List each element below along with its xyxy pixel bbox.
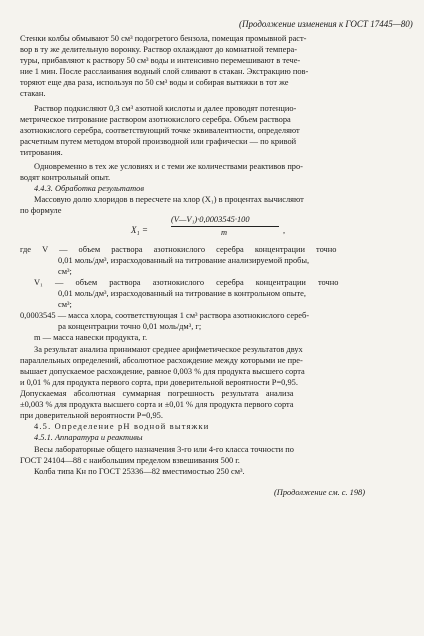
text-line: туры, прибавляют к раствору 50 см³ воды и интенсивно перемешивают в тече-: [20, 56, 301, 65]
text-line: азотнокислого серебра, соответствующий точке эквивалентности, определяют: [20, 126, 300, 135]
text-line: За результат анализа принимают среднее арифметическое результатов двух: [34, 345, 303, 354]
formula-lhs: X₁ =: [131, 225, 148, 235]
section-heading: 4.5.1. Аппаратура и реактивы: [34, 433, 143, 442]
header-note: (Продолжение изменения к ГОСТ 17445—80): [239, 19, 413, 29]
formula-fraction: [159, 215, 279, 235]
definition-line: V₁ — объем раствора азотнокислого серебра концентрации точно: [34, 278, 339, 287]
text-line: Массовую долю хлоридов в пересчете на хлор (X₁) в процентах вычисляют: [34, 195, 304, 204]
footer-note: (Продолжение см. с. 198): [274, 488, 366, 497]
text-line: вор в ту же делительную воронку. Раствор охлаждают до комнатной темпера-: [20, 45, 298, 54]
fraction-bar: [171, 226, 279, 227]
formula-denominator: m: [221, 228, 228, 237]
text-line: Весы лабораторные общего назначения 3-го или 4-го класса точности по: [34, 445, 294, 454]
formula-tail: ,: [283, 226, 286, 235]
text-line: расчетным путем методом второй производной или графически — по кривой: [20, 137, 297, 146]
text-line: титрования.: [20, 148, 63, 157]
text-line: параллельных определений, абсолютное расхождение между которыми не пре-: [20, 356, 303, 365]
text-line: ГОСТ 24104—88 с наибольшим пределом взвешивания 500 г.: [20, 456, 240, 465]
text-line: стакан.: [20, 89, 46, 98]
text-line: при доверительной вероятности P=0,95.: [20, 411, 163, 420]
text-line: и 0,01 % для продукта первого сорта, при доверительной вероятности P=0,95.: [20, 378, 298, 387]
text-line: метрическое титрование раствором азотнокислого серебра. Объем раствора: [20, 115, 291, 124]
formula-numerator: (V—V₁)·0,0003545·100: [171, 215, 250, 224]
definition-line: ра концентрации точно 0,01 моль/дм³, г;: [58, 322, 202, 331]
definition-line: см³;: [58, 300, 72, 309]
text-line: Одновременно в тех же условиях и с теми же количествами реактивов про-: [34, 162, 303, 171]
definition-line: см³;: [58, 267, 72, 276]
text-line: ±0,003 % для продукта высшего сорта и ±0,01 % для продукта первого сорта: [20, 400, 294, 409]
text-line: торяют еще два раза, используя по 50 см³ воды и собирая вытяжки в тот же: [20, 78, 289, 87]
text-line: Раствор подкисляют 0,3 см³ азотной кислоты и далее проводят потенцио-: [34, 104, 297, 113]
section-heading: 4.4.3. Обработка результатов: [34, 184, 144, 193]
definition-line: 0,01 моль/дм³, израсходованный на титрование в контрольном опыте,: [58, 289, 306, 298]
definition-line: где V — объем раствора азотнокислого серебра концентрации точно: [20, 245, 337, 254]
text-line: Допускаемая абсолютная суммарная погрешность результата анализа: [20, 389, 294, 398]
text-line: Стенки колбы обмывают 50 см³ подогретого бензола, помещая промывной раст-: [20, 34, 307, 43]
text-line: водят контрольный опыт.: [20, 173, 111, 182]
text-line: Колба типа Кн по ГОСТ 25336—82 вместимостью 250 см³.: [34, 467, 245, 476]
section-heading: 4.5. Определение рН водной вытяжки: [34, 422, 210, 431]
text-line: вышает допускаемое расхождение, равное 0,003 % для продукта высшего сорта: [20, 367, 305, 376]
text-line: по формуле: [20, 206, 62, 215]
definition-line: 0,0003545 — масса хлора, соответствующая 1 см³ раствора азотнокислого сереб-: [20, 311, 310, 320]
definition-line: m — масса навески продукта, г.: [34, 333, 148, 342]
definition-line: 0,01 моль/дм³, израсходованный на титрование анализируемой пробы,: [58, 256, 310, 265]
text-line: ние 1 мин. После расслаивания водный слой сливают в стакан. Экстракцию пов-: [20, 67, 309, 76]
